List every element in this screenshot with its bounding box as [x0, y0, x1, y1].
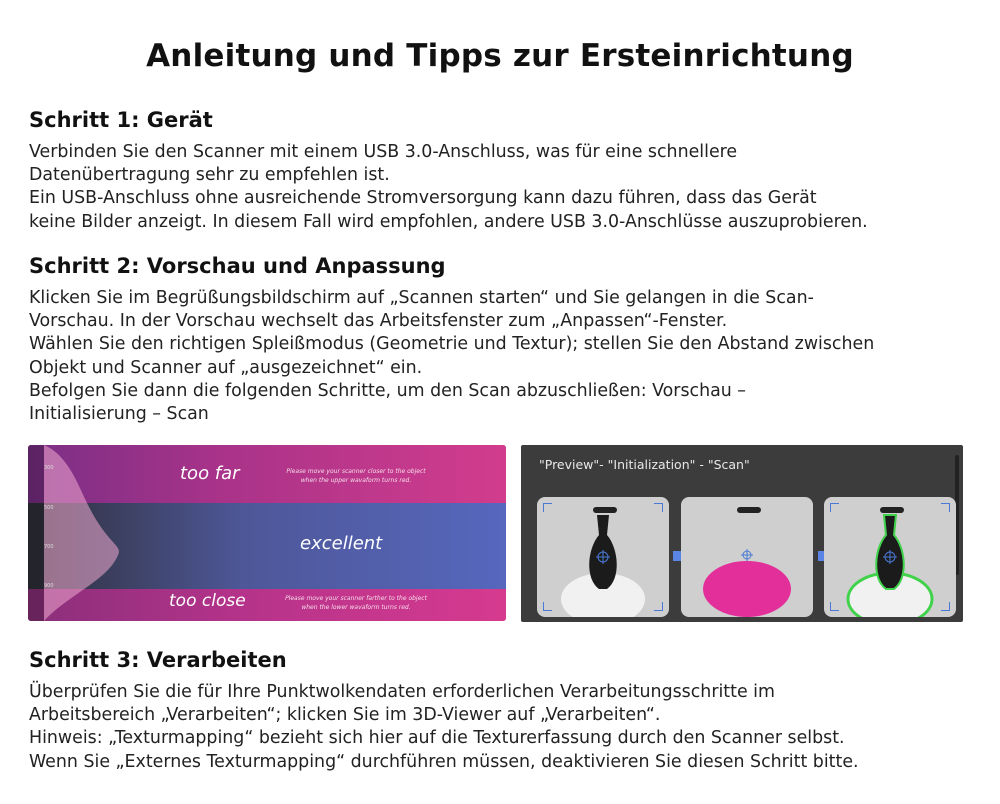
- too-far-hint-line: Please move your scanner closer to the object: [286, 468, 426, 475]
- ruler-tick: 500: [44, 505, 54, 511]
- step2-line: Initialisierung – Scan: [29, 404, 209, 425]
- step2-text: [29, 287, 989, 426]
- step2-heading: Schritt 2: Vorschau und Anpassung: [29, 254, 446, 278]
- distance-waveform-figure: [28, 445, 506, 621]
- step2-line: Wählen Sie den richtigen Spleißmodus (Geometrie und Textur); stellen Sie den Abstand zwischen: [29, 334, 875, 355]
- step1-line: Verbinden Sie den Scanner mit einem USB 3.0-Anschluss, was für eine schnellere: [29, 142, 738, 162]
- step2-line: Befolgen Sie dann die folgenden Schritte, um den Scan abzuschließen: Vorschau –: [29, 380, 746, 401]
- too-close-hint: [266, 594, 446, 612]
- too-far-hint-line: when the upper wavaform turns red.: [300, 477, 412, 484]
- step1-line: keine Bilder anzeigt. In diesem Fall wird empfohlen, andere USB 3.0-Anschlüsse auszuprobieren.: [29, 211, 868, 232]
- too-close-label: too close: [169, 591, 246, 611]
- initialization-frame: [681, 497, 813, 617]
- step3-line: Hinweis: „Texturmapping“ bezieht sich hier auf die Texturerfassung durch den Scanner selbst.: [29, 728, 845, 749]
- ruler-tick: 300: [44, 465, 54, 471]
- step3-text: [29, 681, 989, 774]
- step2-line: Objekt und Scanner auf „ausgezeichnet“ ein.: [29, 357, 423, 378]
- step3-line: Wenn Sie „Externes Texturmapping“ durchführen müssen, deaktivieren Sie diesen Schritt bitte.: [29, 751, 859, 772]
- scan-steps-figure: [521, 445, 963, 622]
- step1-heading: Schritt 1: Gerät: [29, 108, 213, 132]
- too-close-hint-line: when the lower wavaform turns red.: [301, 604, 411, 611]
- step3-heading: Schritt 3: Verarbeiten: [29, 648, 287, 672]
- ruler-tick: 900: [44, 583, 54, 589]
- step3-line: Arbeitsbereich „Verarbeiten“; klicken Sie im 3D-Viewer auf „Verarbeiten“.: [29, 705, 661, 726]
- preview-frame: [537, 497, 669, 617]
- excellent-label: excellent: [300, 533, 383, 554]
- step1-text: [29, 141, 989, 234]
- step1-line: Ein USB-Anschluss ohne ausreichende Stromversorgung kann dazu führen, dass das Gerät: [29, 188, 817, 209]
- scanned-vase-icon: [824, 497, 956, 617]
- too-far-label: too far: [180, 463, 240, 484]
- step3-line: Überprüfen Sie die für Ihre Punktwolkendaten erforderlichen Verarbeitungsschritte im: [29, 682, 775, 702]
- too-close-hint-line: Please move your scanner farther to the object: [285, 595, 427, 602]
- too-far-hint: [266, 467, 446, 485]
- vase-on-turntable-icon: [537, 497, 669, 617]
- turntable-icon: [681, 497, 813, 617]
- waveform-curve: [28, 445, 148, 621]
- scan-frame: [824, 497, 956, 617]
- step1-line: Datenübertragung sehr zu empfehlen ist.: [29, 165, 390, 186]
- page-title: Anleitung und Tipps zur Ersteinrichtung: [146, 38, 854, 74]
- step2-line: Klicken Sie im Begrüßungsbildschirm auf „Scannen starten“ und Sie gelangen in die Scan-: [29, 288, 814, 308]
- ruler-tick: 700: [44, 544, 54, 550]
- steps-caption: "Preview"- "Initialization" - "Scan": [539, 457, 750, 472]
- step2-line: Vorschau. In der Vorschau wechselt das Arbeitsfenster zum „Anpassen“-Fenster.: [29, 311, 728, 332]
